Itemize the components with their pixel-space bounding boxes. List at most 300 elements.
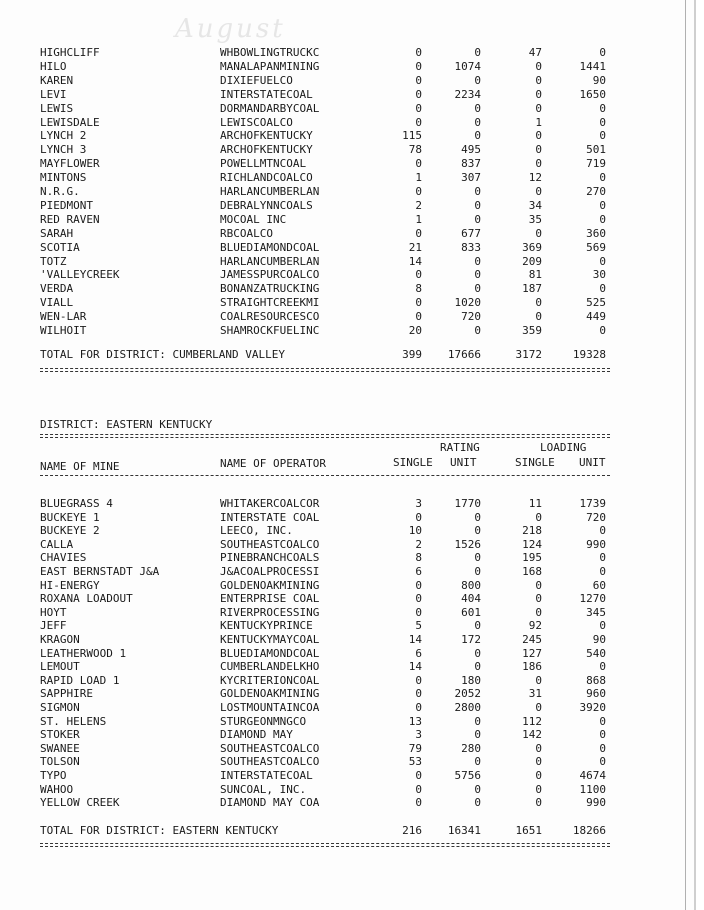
loading-unit: 270 — [586, 185, 606, 198]
rating-single: 0 — [415, 73, 422, 87]
loading-single: 0 — [535, 796, 542, 810]
table-row — [0, 701, 694, 715]
table-row — [0, 60, 694, 74]
operator-name: ARCHOFKENTUCKY — [220, 143, 313, 157]
loading-single: 112 — [522, 714, 542, 728]
loading-unit: 990 — [586, 537, 606, 551]
rating-single: 0 — [415, 796, 422, 810]
divider — [40, 843, 610, 844]
rating-single: 0 — [415, 296, 422, 310]
loading-unit: 0 — [599, 171, 606, 185]
rating-single: 0 — [415, 782, 422, 796]
rating-unit: 0 — [474, 212, 481, 226]
mine-name: VERDA — [40, 282, 74, 296]
total-label: TOTAL FOR DISTRICT: CUMBERLAND VALLEY — [40, 348, 286, 361]
rating-single: 5 — [415, 619, 422, 633]
table-row — [0, 199, 694, 213]
loading-unit: 0 — [599, 324, 606, 337]
rating-unit: 0 — [474, 714, 481, 728]
rating-unit: 837 — [461, 157, 481, 171]
loading-unit: 1100 — [579, 782, 606, 796]
loading-single: 142 — [522, 728, 542, 742]
total-loading-single: 3172 — [515, 348, 542, 361]
rating-single: 0 — [415, 769, 422, 782]
operator-name: KYCRITERIONCOAL — [220, 673, 320, 687]
rating-single: 0 — [415, 687, 422, 701]
table-row — [0, 619, 694, 633]
rating-unit: 1074 — [454, 59, 481, 73]
loading-single: 81 — [528, 268, 542, 282]
mine-name: TOLSON — [40, 755, 80, 769]
operator-name: COALRESOURCESCO — [220, 310, 320, 324]
operator-name: INTERSTATECOAL — [220, 87, 313, 101]
operator-name: BLUEDIAMONDCOAL — [220, 646, 320, 660]
loading-single: 209 — [522, 254, 542, 268]
mine-name: KRAGON — [40, 633, 80, 646]
mine-name: N.R.G. — [40, 185, 80, 198]
table-row — [0, 606, 694, 620]
table-row — [0, 310, 694, 324]
rating-unit: 0 — [474, 524, 481, 538]
loading-single: 92 — [528, 619, 542, 633]
operator-name: GOLDENOAKMINING — [220, 578, 320, 592]
mine-name: LEMOUT — [40, 660, 80, 674]
mine-name: 'VALLEYCREEK — [40, 268, 120, 282]
loading-single: 0 — [535, 143, 542, 157]
rating-unit: 833 — [461, 240, 481, 254]
loading-unit: 569 — [586, 240, 606, 254]
table-row — [0, 715, 694, 729]
divider — [40, 846, 610, 847]
loading-unit: 0 — [599, 115, 606, 129]
loading-single: 0 — [535, 87, 542, 101]
table-row — [0, 282, 694, 296]
loading-unit: 525 — [586, 296, 606, 310]
loading-single: 31 — [528, 687, 542, 701]
rating-single: 10 — [408, 524, 422, 538]
rating-unit: 404 — [461, 592, 481, 606]
mine-name: BLUEGRASS 4 — [40, 497, 113, 510]
loading-unit: 0 — [599, 728, 606, 742]
divider — [40, 475, 610, 476]
table-row — [0, 116, 694, 130]
operator-name: ENTERPRISE COAL — [220, 592, 320, 606]
mine-name: TOTZ — [40, 254, 67, 268]
loading-unit: 960 — [586, 687, 606, 701]
operator-name: CUMBERLANDELKHO — [220, 660, 320, 674]
loading-single: 127 — [522, 646, 542, 660]
mine-name: YELLOW CREEK — [40, 796, 120, 810]
table-row — [0, 213, 694, 227]
operator-name: SUNCOAL, INC. — [220, 782, 307, 796]
loading-single: 0 — [535, 296, 542, 310]
table-row — [0, 769, 694, 783]
rating-unit: 0 — [474, 324, 481, 337]
rating-single: 13 — [408, 714, 422, 728]
table-row — [0, 185, 694, 199]
rating-single: 0 — [415, 310, 422, 324]
loading-unit: 1270 — [579, 592, 606, 606]
operator-name: J&ACOALPROCESSI — [220, 565, 320, 578]
rating-single: 8 — [415, 282, 422, 296]
rating-unit: 0 — [474, 129, 481, 143]
operator-name: RBCOALCO — [220, 226, 273, 240]
mine-name: ROXANA LOADOUT — [40, 592, 133, 606]
loading-single: 0 — [535, 226, 542, 240]
loading-single: 0 — [535, 701, 542, 714]
rating-unit: 0 — [474, 565, 481, 578]
rating-unit: 1020 — [454, 296, 481, 310]
total-loading-unit: 18266 — [572, 824, 606, 837]
total-label: TOTAL FOR DISTRICT: EASTERN KENTUCKY — [40, 824, 279, 837]
operator-name: LEWISCOALCO — [220, 115, 293, 129]
loading-single: 0 — [535, 59, 542, 73]
operator-name: SOUTHEASTCOALCO — [220, 741, 320, 755]
rating-unit: 180 — [461, 673, 481, 687]
loading-unit: 868 — [586, 673, 606, 687]
loading-single: 359 — [522, 324, 542, 337]
rating-single: 0 — [415, 701, 422, 714]
divider — [40, 371, 610, 372]
loading-single: 11 — [528, 497, 542, 510]
rating-unit: 2052 — [454, 687, 481, 701]
loading-unit: 0 — [599, 46, 606, 59]
operator-name: SOUTHEASTCOALCO — [220, 537, 320, 551]
operator-name: DIAMOND MAY COA — [220, 796, 320, 810]
loading-single: 12 — [528, 171, 542, 185]
loading-unit: 0 — [599, 282, 606, 296]
table-row — [0, 728, 694, 742]
total-rating-single: 399 — [402, 348, 422, 361]
rating-unit: 0 — [474, 185, 481, 198]
mine-name: LYNCH 3 — [40, 143, 87, 157]
mine-name: MINTONS — [40, 171, 87, 185]
rating-unit: 1770 — [454, 497, 481, 510]
loading-single: 186 — [522, 660, 542, 674]
loading-single: 168 — [522, 565, 542, 578]
operator-name: PINEBRANCHCOALS — [220, 551, 320, 565]
table-row — [0, 565, 694, 579]
loading-single: 0 — [535, 769, 542, 782]
rating-unit: 0 — [474, 101, 481, 115]
mine-name: CHAVIES — [40, 551, 87, 565]
rating-unit: 0 — [474, 755, 481, 769]
operator-name: DIAMOND MAY — [220, 728, 293, 742]
table-row — [0, 755, 694, 769]
table-row — [0, 783, 694, 797]
operator-name: DEBRALYNNCOALS — [220, 198, 313, 212]
loading-single: 0 — [535, 129, 542, 143]
operator-name: STURGEONMNGCO — [220, 714, 307, 728]
mine-name: STOKER — [40, 728, 80, 742]
operator-name: MANALAPANMINING — [220, 59, 320, 73]
rating-single: 0 — [415, 268, 422, 282]
loading-unit: 0 — [599, 524, 606, 538]
operator-name: LEECO, INC. — [220, 524, 293, 538]
loading-single: 35 — [528, 212, 542, 226]
operator-name: SOUTHEASTCOALCO — [220, 755, 320, 769]
operator-name: ARCHOFKENTUCKY — [220, 129, 313, 143]
operator-name: KENTUCKYPRINCE — [220, 619, 313, 633]
rating-single: 0 — [415, 605, 422, 619]
loading-unit: 0 — [599, 212, 606, 226]
rating-unit: 0 — [474, 254, 481, 268]
table-row — [0, 324, 694, 338]
rating-unit: 280 — [461, 741, 481, 755]
operator-name: HARLANCUMBERLAN — [220, 185, 320, 198]
mine-name: HOYT — [40, 605, 67, 619]
mine-name: BUCKEYE 2 — [40, 524, 100, 538]
loading-unit: 0 — [599, 101, 606, 115]
rating-single: 1 — [415, 212, 422, 226]
loading-unit: 0 — [599, 619, 606, 633]
rating-single: 6 — [415, 565, 422, 578]
mine-name: CALLA — [40, 537, 74, 551]
loading-unit: 0 — [599, 660, 606, 674]
table-row — [0, 157, 694, 171]
rating-single: 78 — [408, 143, 422, 157]
operator-name: SHAMROCKFUELINC — [220, 324, 320, 337]
total-rating-unit: 16341 — [447, 824, 481, 837]
operator-name: BONANZATRUCKING — [220, 282, 320, 296]
mine-name: SARAH — [40, 226, 74, 240]
loading-unit: 1650 — [579, 87, 606, 101]
rating-unit: 2800 — [454, 701, 481, 714]
rating-single: 6 — [415, 646, 422, 660]
table-row — [0, 647, 694, 661]
rating-single-header: SINGLE — [393, 456, 433, 469]
mine-name: SCOTIA — [40, 240, 80, 254]
loading-single: 0 — [535, 605, 542, 619]
operator-name: DIXIEFUELCO — [220, 73, 293, 87]
table-row — [0, 687, 694, 701]
operator-name: WHITAKERCOALCOR — [220, 497, 320, 510]
rating-single: 0 — [415, 226, 422, 240]
bleed-through-text: August — [175, 14, 286, 44]
table-row — [0, 796, 694, 810]
mine-name: MAYFLOWER — [40, 157, 100, 171]
rating-single: 115 — [402, 129, 422, 143]
table-row — [0, 674, 694, 688]
rating-single: 0 — [415, 592, 422, 606]
loading-single: 0 — [535, 755, 542, 769]
rating-single: 0 — [415, 59, 422, 73]
loading-unit: 3920 — [579, 701, 606, 714]
loading-unit: 0 — [599, 551, 606, 565]
rating-single: 1 — [415, 171, 422, 185]
rating-single: 14 — [408, 254, 422, 268]
rating-unit: 1526 — [454, 537, 481, 551]
loading-unit: 1739 — [579, 497, 606, 510]
operator-name: BLUEDIAMONDCOAL — [220, 240, 320, 254]
rating-single: 14 — [408, 633, 422, 646]
rating-unit: 720 — [461, 310, 481, 324]
operator-name: INTERSTATECOAL — [220, 769, 313, 782]
divider — [40, 434, 610, 435]
loading-single: 195 — [522, 551, 542, 565]
table-row — [0, 579, 694, 593]
mine-name: SWANEE — [40, 741, 80, 755]
loading-single-header: SINGLE — [515, 456, 555, 469]
loading-header: LOADING — [540, 441, 587, 454]
rating-unit: 0 — [474, 728, 481, 742]
rating-unit-header: UNIT — [450, 456, 477, 469]
total-rating-unit: 17666 — [447, 348, 481, 361]
loading-single: 245 — [522, 633, 542, 646]
rating-unit: 0 — [474, 198, 481, 212]
rating-unit: 0 — [474, 551, 481, 565]
rating-single: 20 — [408, 324, 422, 337]
rating-unit: 307 — [461, 171, 481, 185]
table-row — [0, 102, 694, 116]
table-row — [0, 74, 694, 88]
cumberland-total-row — [0, 348, 694, 362]
rating-single: 0 — [415, 157, 422, 171]
mine-name: TYPO — [40, 769, 67, 782]
rating-single: 3 — [415, 728, 422, 742]
divider — [40, 437, 610, 438]
loading-unit: 0 — [599, 129, 606, 143]
table-row — [0, 524, 694, 538]
rating-single: 2 — [415, 198, 422, 212]
loading-single: 47 — [528, 46, 542, 59]
loading-single: 0 — [535, 310, 542, 324]
loading-unit: 0 — [599, 254, 606, 268]
loading-single: 0 — [535, 782, 542, 796]
operator-name: RICHLANDCOALCO — [220, 171, 313, 185]
operator-name: INTERSTATE COAL — [220, 510, 320, 524]
loading-unit: 360 — [586, 226, 606, 240]
table-row — [0, 268, 694, 282]
loading-unit: 1441 — [579, 59, 606, 73]
rating-single: 79 — [408, 741, 422, 755]
rating-unit: 495 — [461, 143, 481, 157]
loading-unit: 345 — [586, 605, 606, 619]
rating-header: RATING — [440, 441, 480, 454]
rating-unit: 0 — [474, 268, 481, 282]
rating-unit: 5756 — [454, 769, 481, 782]
loading-single: 34 — [528, 198, 542, 212]
mine-name: PIEDMONT — [40, 198, 93, 212]
table-row — [0, 255, 694, 269]
rating-single: 0 — [415, 115, 422, 129]
loading-unit: 540 — [586, 646, 606, 660]
mine-name: KAREN — [40, 73, 74, 87]
rating-unit: 0 — [474, 646, 481, 660]
table-row — [0, 660, 694, 674]
mine-name: ST. HELENS — [40, 714, 107, 728]
loading-single: 0 — [535, 157, 542, 171]
rating-single: 14 — [408, 660, 422, 674]
loading-single: 218 — [522, 524, 542, 538]
rating-single: 0 — [415, 185, 422, 198]
name-of-operator-header: NAME OF OPERATOR — [220, 457, 326, 470]
rating-unit: 800 — [461, 578, 481, 592]
loading-unit: 0 — [599, 198, 606, 212]
rating-single: 8 — [415, 551, 422, 565]
rating-unit: 601 — [461, 605, 481, 619]
loading-unit: 30 — [592, 268, 606, 282]
loading-single: 1 — [535, 115, 542, 129]
loading-single: 124 — [522, 537, 542, 551]
operator-name: MOCOAL INC — [220, 212, 287, 226]
operator-name: LOSTMOUNTAINCOA — [220, 701, 320, 714]
rating-single: 0 — [415, 510, 422, 524]
mine-name: HILO — [40, 59, 67, 73]
rating-single: 3 — [415, 497, 422, 510]
rating-single: 0 — [415, 87, 422, 101]
divider — [40, 368, 610, 369]
loading-unit: 501 — [586, 143, 606, 157]
rating-single: 2 — [415, 537, 422, 551]
rating-unit: 0 — [474, 282, 481, 296]
operator-name: HARLANCUMBERLAN — [220, 254, 320, 268]
table-row — [0, 633, 694, 647]
mine-name: HI-ENERGY — [40, 578, 100, 592]
loading-unit-header: UNIT — [579, 456, 606, 469]
operator-name: DORMANDARBYCOAL — [220, 101, 320, 115]
mine-name: LYNCH 2 — [40, 129, 87, 143]
rating-unit: 0 — [474, 660, 481, 674]
loading-single: 0 — [535, 592, 542, 606]
table-row — [0, 171, 694, 185]
mine-name: VIALL — [40, 296, 74, 310]
rating-unit: 0 — [474, 73, 481, 87]
district-heading: DISTRICT: EASTERN KENTUCKY — [40, 418, 213, 431]
rating-unit: 677 — [461, 226, 481, 240]
loading-unit: 0 — [599, 741, 606, 755]
operator-name: GOLDENOAKMINING — [220, 687, 320, 701]
loading-single: 369 — [522, 240, 542, 254]
mine-name: LEATHERWOOD 1 — [40, 646, 127, 660]
mine-name: WEN-LAR — [40, 310, 87, 324]
rating-single: 21 — [408, 240, 422, 254]
rating-unit: 2234 — [454, 87, 481, 101]
mine-name: BUCKEYE 1 — [40, 510, 100, 524]
rating-unit: 0 — [474, 782, 481, 796]
total-loading-unit: 19328 — [572, 348, 606, 361]
table-row — [0, 296, 694, 310]
rating-single: 0 — [415, 673, 422, 687]
mine-name: LEWISDALE — [40, 115, 100, 129]
table-row — [0, 497, 694, 511]
mine-name: LEWIS — [40, 101, 74, 115]
total-rating-single: 216 — [402, 824, 422, 837]
rating-single: 0 — [415, 101, 422, 115]
mine-name: WILHOIT — [40, 324, 87, 337]
rating-unit: 172 — [461, 633, 481, 646]
loading-single: 0 — [535, 673, 542, 687]
mine-name: WAHOO — [40, 782, 74, 796]
loading-unit: 719 — [586, 157, 606, 171]
mine-name: RED RAVEN — [40, 212, 100, 226]
rating-unit: 0 — [474, 46, 481, 59]
operator-name: JAMESSPURCOALCO — [220, 268, 320, 282]
mine-name: SIGMON — [40, 701, 80, 714]
name-of-mine-header: NAME OF MINE — [40, 460, 120, 473]
operator-name: POWELLMTNCOAL — [220, 157, 307, 171]
loading-unit: 4674 — [579, 769, 606, 782]
table-row — [0, 742, 694, 756]
loading-unit: 0 — [599, 714, 606, 728]
loading-single: 0 — [535, 101, 542, 115]
loading-unit: 449 — [586, 310, 606, 324]
table-row — [0, 538, 694, 552]
loading-unit: 720 — [586, 510, 606, 524]
eastern-total-row — [0, 824, 694, 838]
table-row — [0, 551, 694, 565]
mine-name: SAPPHIRE — [40, 687, 93, 701]
